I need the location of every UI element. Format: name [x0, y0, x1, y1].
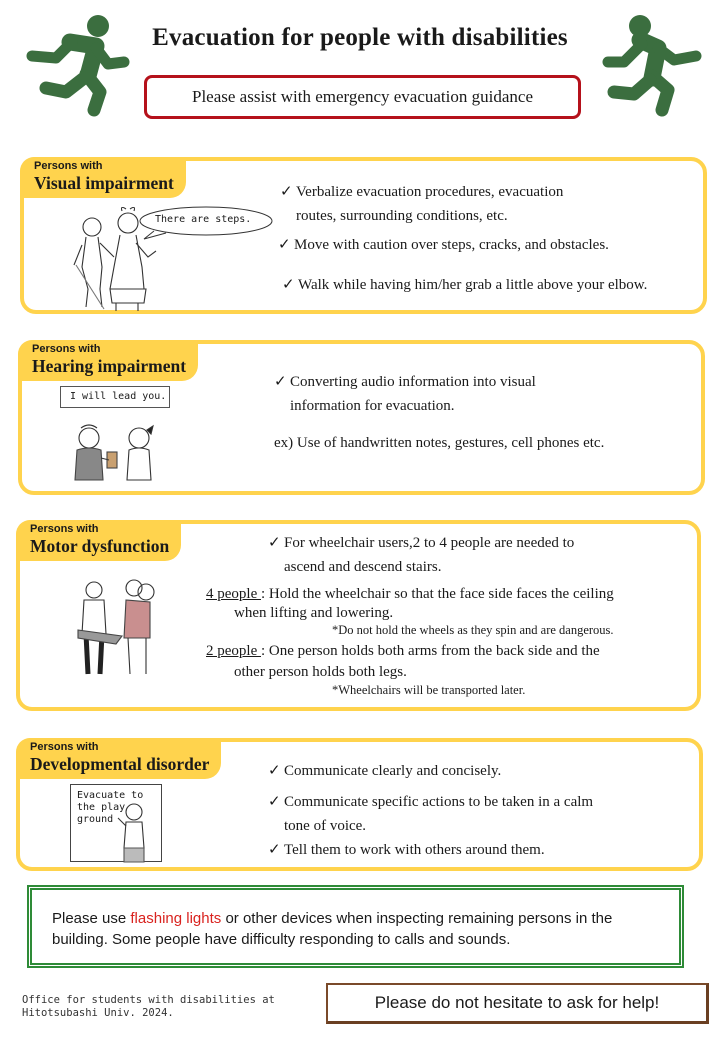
subtitle-text: Please assist with emergency evacuation guidance	[192, 87, 533, 106]
check-icon: ✓	[268, 794, 281, 810]
wheelchair-carry-illustration	[76, 578, 162, 678]
tab-small-label: Persons with	[32, 343, 101, 355]
tab-heading: Visual impairment	[34, 173, 174, 193]
section-developmental-disorder	[16, 738, 703, 871]
two-people-label: 2 people	[206, 643, 261, 659]
bubble-text: There are steps.	[155, 214, 252, 225]
four-people-continuation: when lifting and lowering.	[234, 605, 394, 621]
flashing-lights-notice: Please use flashing lights or other devices when inspecting remaining persons in the building. Some people have difficulty responding to calls and sounds.	[27, 885, 684, 968]
check-icon: ✓	[282, 277, 295, 293]
list-item: ✓ Walk while having him/her grab a little above your elbow.	[282, 273, 647, 297]
check-icon: ✓	[268, 763, 281, 779]
tab-heading: Hearing impairment	[32, 356, 187, 376]
whiteboard-text: Evacuate to the play ground	[77, 790, 144, 825]
check-icon: ✓	[268, 842, 281, 858]
section-visual-impairment	[20, 157, 707, 314]
list-item-continuation: tone of voice.	[284, 818, 367, 834]
check-icon: ✓	[280, 184, 293, 200]
four-people-label: 4 people	[206, 586, 261, 602]
section-tab	[16, 520, 181, 561]
tab-small-label: Persons with	[30, 523, 99, 535]
list-item: ✓ Verbalize evacuation procedures, evacuation	[280, 180, 563, 204]
two-people-note: *Wheelchairs will be transported later.	[332, 683, 526, 697]
check-icon: ✓	[274, 374, 287, 390]
example-text: ex) Use of handwritten notes, gestures, cell phones etc.	[274, 435, 605, 451]
tab-heading: Motor dysfunction	[30, 536, 170, 556]
list-item: ✓ Move with caution over steps, cracks, and obstacles.	[278, 233, 609, 257]
tab-small-label: Persons with	[34, 160, 103, 172]
people-communicating-illustration	[67, 418, 177, 484]
page-title: Evacuation for people with disabilities	[152, 24, 568, 51]
teacher-illustration	[114, 802, 154, 866]
section-tab	[20, 157, 186, 198]
list-item: ✓ Tell them to work with others around them.	[268, 838, 545, 862]
help-banner	[326, 983, 709, 1024]
section-motor-dysfunction	[16, 520, 701, 711]
list-item: ✓ Communicate clearly and concisely.	[268, 759, 501, 783]
list-item: ✓ For wheelchair users,2 to 4 people are needed to	[268, 531, 574, 555]
two-people-instruction: 2 people : One person holds both arms from the back side and the	[206, 643, 600, 659]
section-tab	[16, 738, 221, 779]
tab-heading: Developmental disorder	[30, 754, 210, 774]
list-item-continuation: routes, surrounding conditions, etc.	[296, 208, 508, 224]
office-credit: Office for students with disabilities at Hitotsubashi Univ. 2024.	[22, 994, 275, 1019]
list-item: ✓ Converting audio information into visual	[274, 370, 536, 394]
check-icon: ✓	[278, 237, 291, 253]
tab-small-label: Persons with	[30, 741, 99, 753]
list-item: ✓ Communicate specific actions to be taken in a calm	[268, 790, 593, 814]
list-item-continuation: information for evacuation.	[290, 398, 455, 414]
check-icon: ✓	[268, 535, 281, 551]
section-hearing-impairment	[18, 340, 705, 495]
section-tab	[18, 340, 198, 381]
subtitle-banner	[144, 75, 581, 119]
list-item-continuation: ascend and descend stairs.	[284, 559, 442, 575]
help-text: Please do not hesitate to ask for help!	[374, 993, 660, 1012]
board-text: I will lead you.	[70, 391, 167, 402]
two-people-continuation: other person holds both legs.	[234, 664, 407, 680]
four-people-instruction: 4 people : Hold the wheelchair so that the face side faces the ceiling	[206, 586, 614, 602]
four-people-note: *Do not hold the wheels as they spin and are dangerous.	[332, 623, 614, 637]
highlight-text: flashing lights	[130, 910, 222, 927]
